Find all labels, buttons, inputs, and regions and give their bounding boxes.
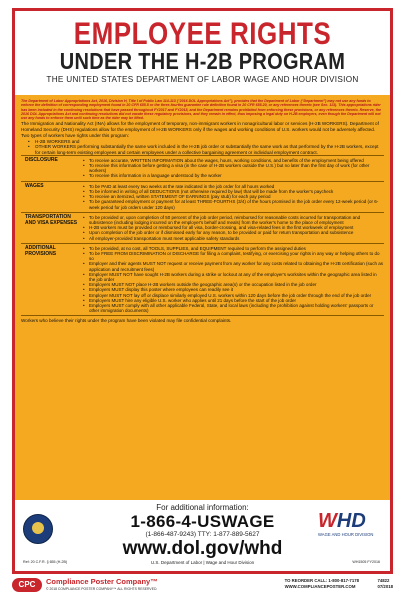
list-item: • Employers MUST hire any eligible U.S. worker who applies until 21 days before the start of the job order <box>89 298 384 303</box>
reorder-phone: TO REORDER CALL: 1-800-817-7178 <box>284 578 359 583</box>
poster-frame <box>12 8 393 574</box>
header <box>15 11 390 95</box>
section-disclosure <box>21 155 384 181</box>
list-item: • All employer-provided transportation must meet applicable safety standards <box>89 236 384 241</box>
section-heading: WAGES <box>25 182 44 189</box>
section-heading: ADDITIONAL PROVISIONS <box>25 244 57 257</box>
department-line: U.S. Department of Labor | Wage and Hour Division <box>150 560 255 565</box>
list-item: • To receive accurate, WRITTEN INFORMATION about the wages, hours, working conditions, and benefits of the employment being offered <box>89 158 384 163</box>
section-heading: TRANSPORTATION AND VISA EXPENSES <box>25 213 78 226</box>
list-item: • Employer MUST NOT have sought H-2B workers during a strike or lockout at any of the employer's worksites within the geographic area listed in the job order <box>89 272 384 282</box>
subtitle: UNDER THE H-2B PROGRAM <box>59 49 346 75</box>
regulation-reference: Ref: 20 C.F.R. § 655 (H-2B) <box>23 560 68 564</box>
content-body <box>15 95 390 500</box>
list-item: • Employers MUST display this poster where employees can readily see it <box>89 287 384 292</box>
product-code: 74822 <box>377 578 390 583</box>
list-item: • To receive this information in a language understood by the worker <box>89 173 384 178</box>
section-heading: DISCLOSURE <box>25 156 58 163</box>
list-item: • Employers MUST comply with all other applicable Federal, State, and local laws (including the prohibition against holding workers' passports or other immigration documents) <box>89 303 384 313</box>
section-additional <box>21 243 384 316</box>
whd-logo-caption: WAGE AND HOUR DIVISION <box>318 532 374 537</box>
whd-logo <box>318 510 380 548</box>
copyright-text: © 2018 COMPLIANCE POSTER COMPANY™ ALL RIGHTS RESERVED. <box>46 587 158 591</box>
publisher-strip <box>12 576 393 596</box>
list-item: • To receive an itemized, written STATEMENT OF EARNINGS (pay stub) for each pay period <box>89 194 384 199</box>
list-item: • Upon completion of the job order or if dismissed early for any reason, to be provided or paid for return transportation and subsistence <box>89 230 384 235</box>
list-item: • To receive this information before getting a visa (in the case of H-2B workers outside the U.S.) but no later than the first day of work (for other workers) <box>89 163 384 173</box>
list-item: • H-2B workers must be provided or reimbursed for all visa, border-crossing, and visa-related fees in the first workweek of employment <box>89 225 384 230</box>
reorder-info <box>285 578 359 589</box>
section-transportation <box>21 212 384 243</box>
footer <box>15 500 390 571</box>
product-number <box>377 578 393 589</box>
reorder-website[interactable]: WWW.COMPLIANCEPOSTER.COM <box>284 583 356 589</box>
list-item: • Employer MUST NOT lay off or displace similarly employed U.S. workers within 120 days before the job order through the end of the job order <box>89 293 384 298</box>
phone-number: 1-866-4-USWAGE <box>130 512 275 531</box>
workers-complaint-note: Workers who believe their rights under the program have been violated may file confidential complaints. <box>21 315 384 324</box>
list-item: • To be provided or, upon completion of 50 percent of the job order period, reimbursed for reasonable costs incurred for transportation and subsistence (including lodging incurred on the employer's behalf and meals) from the worker's home to the place of employment <box>89 215 384 225</box>
agency-line: THE UNITED STATES DEPARTMENT OF LABOR WAGE AND HOUR DIVISION <box>46 75 359 84</box>
appropriations-notice: The Department of Labor Appropriations Act, 2016, Division H, Title I of Public Law 114-113 ("2016 DOL Appropriations Act"), provides that the Department of Labor ("Department") may not use any funds to enforce the definition of corresponding employment found in 20 CFR 655.5 or the three-fourths guarantee rule definition found in 20 CFR 655.20, or any references thereto (see Sec. 113). This appropriations rider has been included in the continuing resolutions that have passed throughout FY2017 and FY2018, and the Department remains prohibited from enforcing these provisions, or any references thereto. Reserve, the 2016 DOL Appropriations Act and continuing resolutions did not vacate these regulatory provisions, and they remain in effect, thus imposing a legal duty on H-2B employers, even though the Department will not use any funds to enforce them until such time as the rider may be lifted. <box>21 99 382 121</box>
additional-info-label: For additional information: <box>156 503 249 512</box>
section-wages <box>21 181 384 212</box>
worker-type-other: • OTHER WORKERS performing substantially the same work included in the H-2B job order or substantially the same work as that performed by the H-2B workers, except for certain long-term existing employees and certain employees under a collective bargaining agreement or individual employment contract. <box>35 144 384 155</box>
list-item: • To be provided, at no cost, all TOOLS, SUPPLIES, and EQUIPMENT required to perform the assigned duties <box>89 246 384 251</box>
publisher-name: Compliance Poster Company™ <box>46 577 158 586</box>
list-item: • To be informed in writing of all DEDUCTIONS (not otherwise required by law) that will be made from the worker's paycheck <box>89 189 384 194</box>
title: EMPLOYEE RIGHTS <box>73 14 332 51</box>
list-item: • Employers MUST NOT place H-2B workers outside the geographic area(s) or the occupation listed in the job order <box>89 282 384 287</box>
whd-logo-flag-w: W <box>318 510 337 532</box>
website-link[interactable]: www.dol.gov/whd <box>122 538 283 559</box>
cpc-logo: CPC <box>12 578 42 592</box>
ina-paragraph: The Immigration and Nationality Act (INA) allows for the employment of temporary, non-immigrant workers in nonagricultural labor or services (H-2B WORKERS). Department of Homeland Security (DHS) regulations allow for the employment of H-2B WORKERS only if the wages and working conditions of U.S. workers would not be adversely affected. <box>21 121 379 132</box>
list-item: • To be PAID at least every two weeks at the rate indicated in the job order for all hours worked <box>89 184 384 189</box>
worker-type-h2b: • H-2B WORKERS and <box>35 139 384 144</box>
whd-logo-hd: HD <box>336 510 366 532</box>
worker-types-list <box>21 139 384 155</box>
types-intro: Two types of workers have rights under this program: <box>21 133 129 139</box>
revision-date: 07/2018 <box>377 583 393 589</box>
form-number: WH1505 FY2016 <box>352 560 380 564</box>
phone-numeric-tty: (1-866-487-9243) TTY: 1-877-889-5627 <box>145 531 260 538</box>
list-item: • To be FREE FROM DISCRIMINATION or DISCHARGE for filing a complaint, testifying, or exercising your rights in any way or helping others to do so <box>89 251 384 261</box>
list-item: • Employer and their agents MUST NOT request or receive payment from any worker for any costs related to obtaining the H-2B certification (such as application and recruitment fees) <box>89 261 384 271</box>
list-item: • To be guaranteed employment or payment for at least THREE-FOURTHS (3/4) of the hours promised in the job order every 12-week period (or 6-week period for job orders under 120 days) <box>89 199 384 209</box>
